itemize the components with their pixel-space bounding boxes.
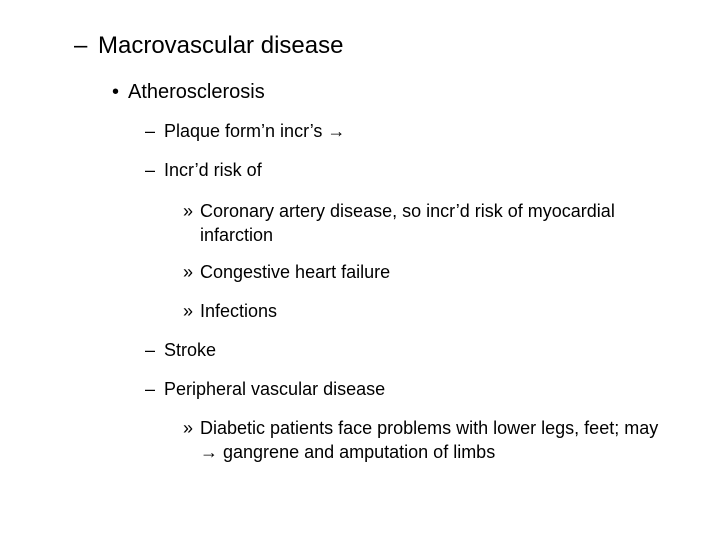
right-arrow-icon: →	[200, 442, 218, 462]
raquo-marker: »	[183, 301, 194, 321]
bullet-text: Peripheral vascular disease	[164, 379, 386, 399]
raquo-marker: »	[183, 201, 194, 221]
dash-marker: –	[145, 340, 156, 360]
dash-marker: –	[74, 32, 88, 59]
right-arrow-icon: →	[327, 121, 346, 141]
dash-marker: –	[145, 160, 156, 180]
bullet-text: Infections	[200, 301, 278, 321]
bullet-marker: •	[112, 81, 120, 103]
dash-marker: –	[145, 121, 156, 141]
dash-marker: –	[145, 379, 156, 399]
bullet-text-after: gangrene and amputation of limbs	[223, 442, 496, 462]
bullet-text-before: Diabetic patients face problems with lower legs, feet; may	[200, 418, 659, 438]
bullet-text: Stroke	[164, 340, 217, 360]
bullet-text	[164, 121, 345, 142]
bullet-text: Coronary artery disease, so incr’d risk of myocardial infarction	[200, 201, 615, 245]
bullet-text: Congestive heart failure	[200, 262, 391, 282]
raquo-marker: »	[183, 418, 194, 438]
bullet-text	[200, 416, 675, 464]
raquo-marker: »	[183, 262, 194, 282]
bullet-text: Incr’d risk of	[164, 160, 262, 180]
bullet-text: Macrovascular disease	[98, 32, 344, 59]
bullet-text-main: Plaque form’n incr’s	[164, 121, 323, 141]
bullet-text: Atherosclerosis	[128, 81, 265, 103]
